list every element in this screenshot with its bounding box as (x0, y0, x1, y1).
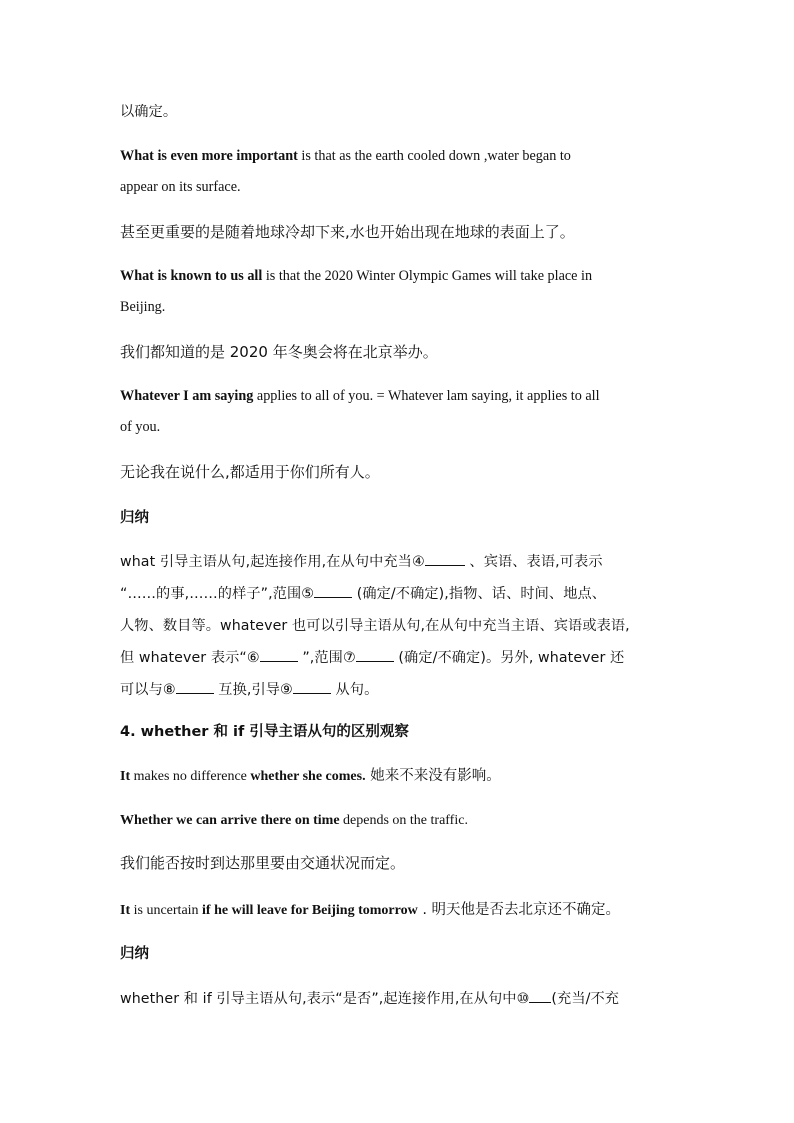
summary-text: 、宾语、表语,可表示 (464, 554, 603, 570)
fill-blank[interactable] (529, 988, 551, 1003)
summary-paragraph (120, 983, 690, 1015)
summary-text: 互换,引导⑨ (213, 682, 293, 698)
sentence-text: depends on the traffic. (339, 813, 468, 828)
section-heading: 归纳 (120, 946, 149, 962)
fill-blank[interactable] (356, 647, 394, 662)
bold-clause: whether she comes. (250, 769, 366, 784)
sentence-text: makes no difference (130, 769, 251, 784)
summary-text: 但 whatever 表示“⑥ (120, 650, 260, 666)
bold-clause: Whatever I am saying (120, 388, 254, 404)
example-paragraph (120, 141, 676, 203)
translation-line: 我们能否按时到达那里要由交通状况而定。 (120, 854, 406, 872)
section-heading: 归纳 (120, 510, 149, 526)
example-line (120, 900, 700, 921)
sentence-text: It (120, 903, 131, 918)
example-paragraph (120, 261, 676, 323)
fill-blank[interactable] (293, 679, 331, 694)
summary-text: “……的事,……的样子”,范围⑤ (120, 586, 315, 602)
summary-text: (充当/不充 (551, 991, 620, 1007)
section-heading: 4. whether 和 if 引导主语从句的区别观察 (120, 724, 409, 740)
summary-text: (确定/不确定),指物、话、时间、地点、 (352, 586, 607, 602)
example-line (120, 811, 676, 831)
sentence-text: is that the 2020 Winter Olympic Games will take place in (262, 268, 593, 284)
bold-clause: What is even more important (120, 148, 298, 164)
summary-text: 人物、数目等。whatever 也可以引导主语从句,在从句中充当主语、宾语或表语, (120, 618, 630, 634)
sentence-text: It (120, 769, 131, 784)
summary-text: 从句。 (330, 682, 379, 698)
fill-blank[interactable] (176, 679, 214, 694)
translation-text: . 明天他是否去北京还不确定。 (417, 902, 621, 918)
summary-text: ”,范围⑦ (297, 650, 356, 666)
summary-paragraph (120, 546, 690, 706)
bold-clause: What is known to us all (120, 268, 263, 284)
sentence-text: appear on its surface. (120, 179, 241, 195)
example-paragraph (120, 381, 676, 443)
bold-clause: if he will leave for Beijing tomorrow (202, 903, 418, 918)
sentence-text: is that as the earth cooled down ,water began to (297, 148, 571, 164)
bold-clause: Whether we can arrive there on time (120, 813, 340, 828)
translation-line: 甚至更重要的是随着地球冷却下来,水也开始出现在地球的表面上了。 (120, 223, 575, 241)
translation-line: 我们都知道的是 2020 年冬奥会将在北京举办。 (120, 343, 438, 361)
fill-blank[interactable] (314, 583, 352, 598)
translation-text: 她来不来没有影响。 (365, 768, 501, 784)
summary-text: (确定/不确定)。另外, whatever 还 (393, 650, 625, 666)
fill-blank[interactable] (425, 551, 465, 566)
summary-text: 可以与⑧ (120, 682, 176, 698)
text-line: 以确定。 (120, 104, 178, 120)
fill-blank[interactable] (260, 647, 298, 662)
summary-text: whether 和 if 引导主语从句,表示“是否”,起连接作用,在从句中⑩ (120, 991, 530, 1007)
sentence-text: Beijing. (120, 299, 166, 315)
sentence-text: is uncertain (130, 903, 203, 918)
summary-text: what 引导主语从句,起连接作用,在从句中充当④ (120, 554, 425, 570)
example-line (120, 766, 676, 787)
translation-line: 无论我在说什么,都适用于你们所有人。 (120, 463, 380, 481)
sentence-text: applies to all of you. = Whatever lam saying, it applies to all (253, 388, 600, 404)
sentence-text: of you. (120, 419, 161, 435)
